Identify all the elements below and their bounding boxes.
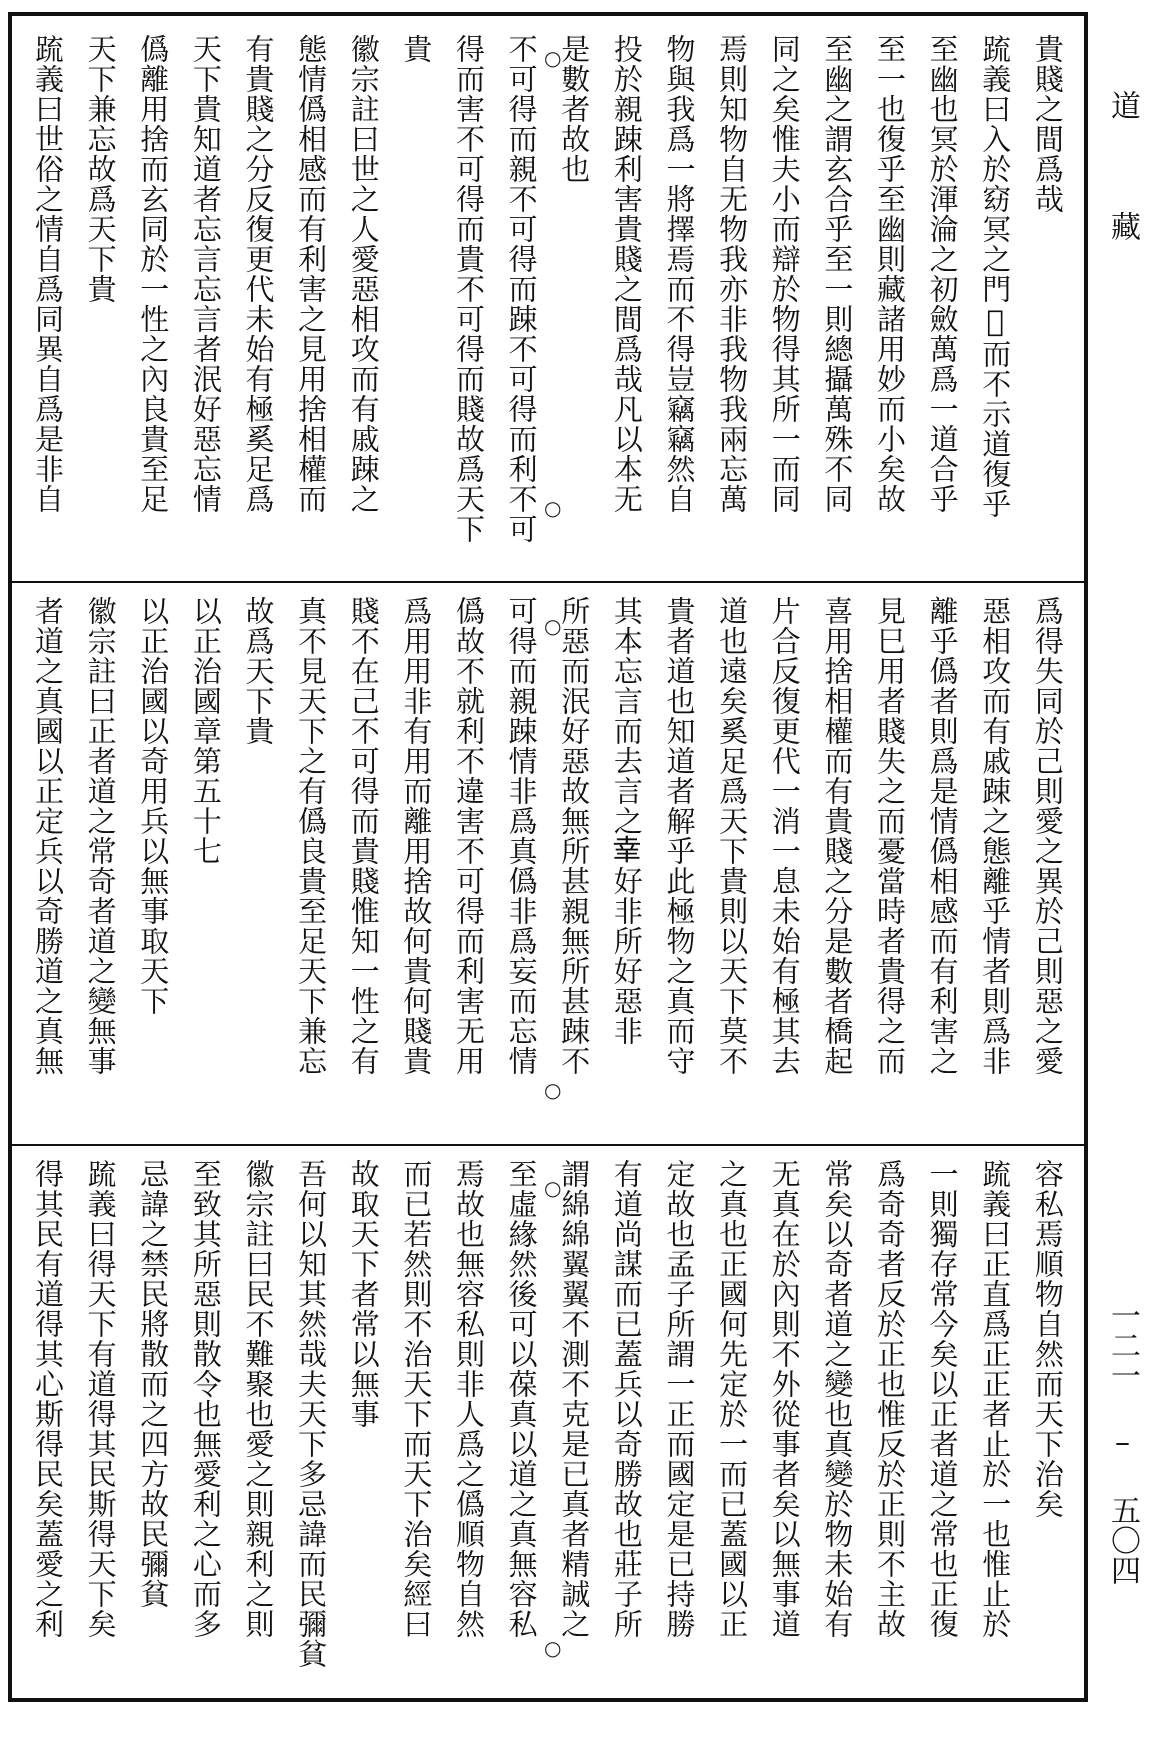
text-column: 惡相攻而有戚踈之態離乎情者則爲非 [978, 596, 1013, 1076]
text-column: 爲用用非有用而離用捨故何貴何賤貴 [399, 596, 434, 1076]
text-column: 之真也正國何先定於一而已蓋國以正 [715, 1159, 750, 1639]
text-column: 徽宗註曰正者道之常奇者道之變無事 [83, 596, 118, 1076]
text-column: 徽宗註曰民不難聚也愛之則親利之則 [241, 1159, 276, 1639]
text-column: 䟽義曰世俗之情自爲同異自爲是非自 [31, 34, 65, 514]
text-column: 貴 [399, 34, 434, 64]
circle-mark-icon: ○ [544, 46, 562, 70]
text-column: 至幽之謂玄合乎至一則總攝萬殊不同 [820, 34, 855, 514]
text-column: 物與我爲一將擇焉而不得豈竊竊然自 [662, 34, 697, 514]
text-column: 真不見天下之有僞良貴至足天下兼忘 [294, 596, 329, 1076]
text-column: 其本忘言而去言之𦍒好非所好惡非 [609, 596, 644, 1046]
circle-mark-icon: ○ [544, 496, 562, 520]
text-column: 徽宗註曰世之人愛惡相攻而有戚踈之 [346, 34, 381, 514]
text-column: 一則獨存常今矣以正者道之常也正復 [925, 1159, 960, 1639]
page-number: 一二一 – 五〇四 [1105, 1300, 1140, 1585]
text-column: 定故也孟子所謂一正而國定是已持勝 [662, 1159, 697, 1639]
text-column: 得其民有道得其心斯得民矣蓋愛之利 [31, 1159, 65, 1639]
circle-mark-icon: ○ [544, 614, 562, 638]
text-column: 至一也復乎至幽則藏諸用妙而小矣故 [873, 34, 907, 514]
text-column: 不可得而親不可得而踈不可得而利不可 [504, 34, 539, 544]
text-column: 所惡而泯好惡故無所甚親無所甚踈不 [557, 596, 592, 1076]
text-column: 見巳用者賤失之而憂當時者貴得之而 [873, 596, 907, 1076]
text-column: 態情僞相感而有利害之見用捨相權而 [294, 34, 329, 514]
text-column: 䟽義曰入於窈冥之門𢛯而不示道復乎 [978, 34, 1013, 519]
text-column: 爲奇奇者反於正也惟反於正則不主故 [873, 1159, 907, 1639]
text-column: 故爲天下貴 [241, 596, 276, 746]
text-column: 以正治國章第五十七 [188, 596, 223, 866]
text-column: 投於親踈利害貴賤之間爲哉凡以本无 [609, 34, 644, 514]
text-column: 可得而親踈情非爲真僞非爲妄而忘情 [504, 596, 539, 1076]
text-column: 爲得失同於己則愛之異於己則惡之愛 [1030, 596, 1065, 1076]
text-column: 道也遠矣奚足爲天下貴則以天下莫不 [715, 596, 750, 1076]
text-column: 離乎僞者則爲是情僞相感而有利害之 [925, 596, 960, 1076]
text-column: 吾何以知其然哉夫天下多忌諱而民彌貧 [294, 1159, 329, 1669]
text-column: 而已若然則不治天下而天下治矣經曰 [399, 1159, 434, 1639]
panel-divider [12, 581, 1084, 583]
text-column: 片合反復更代一消一息未始有極其去 [767, 596, 802, 1076]
text-column: 貴賤之間爲哉 [1030, 34, 1065, 214]
text-column: 至致其所惡則散令也無愛利之心而多 [188, 1159, 223, 1639]
text-column: 以正治國以奇用兵以無事取天下 [136, 596, 171, 1016]
text-panel-bottom [26, 1159, 1070, 1679]
text-column: 䟽義曰正直爲正正者止於一也惟止於 [978, 1159, 1013, 1639]
circle-mark-icon: ○ [544, 1078, 562, 1102]
circle-mark-icon: ○ [544, 1176, 562, 1200]
text-column: 謂綿綿翼翼不測不克是已真者精誠之 [557, 1159, 592, 1639]
text-column: 天下貴知道者忘言忘言者泯好惡忘情 [188, 34, 223, 514]
text-column: 容私焉順物自然而天下治矣 [1030, 1159, 1065, 1519]
text-column: 賤不在己不可得而貴賤惟知一性之有 [346, 596, 381, 1076]
text-panel-top [26, 34, 1070, 554]
text-column: 焉故也無容私則非人爲之僞順物自然 [452, 1159, 486, 1639]
text-column: 至虛緣然後可以葆真以道之真無容私 [504, 1159, 539, 1639]
text-column: 有貴賤之分反復更代未始有極奚足爲 [241, 34, 276, 514]
text-column: 者道之真國以正定兵以奇勝道之真無 [31, 596, 65, 1076]
text-column: 天下兼忘故爲天下貴 [83, 34, 118, 304]
text-column: 焉則知物自无物我亦非我物我兩忘萬 [715, 34, 750, 514]
collection-title: 道 藏 [1105, 90, 1140, 269]
text-column: 无真在於內則不外從事者矣以無事道 [767, 1159, 802, 1639]
text-column: 得而害不可得而貴不可得而賤故爲天下 [452, 34, 486, 544]
text-column: 喜用捨相權而有貴賤之分是數者橋起 [820, 596, 855, 1076]
circle-mark-icon: ○ [544, 1636, 562, 1660]
text-column: 常矣以奇者道之變也真變於物未始有 [820, 1159, 855, 1639]
page-frame [8, 12, 1088, 1702]
text-column: 䟽義曰得天下有道得其民斯得天下矣 [83, 1159, 118, 1639]
text-column: 同之矣惟夫小而辯於物得其所一而同 [767, 34, 802, 514]
text-column: 至幽也冥於渾淪之初斂萬爲一道合乎 [925, 34, 960, 514]
text-column: 是數者故也 [557, 34, 592, 184]
text-column: 僞離用捨而玄同於一性之內良貴至足 [136, 34, 171, 514]
panel-divider [12, 1144, 1084, 1146]
text-column: 有道尚謀而已蓋兵以奇勝故也莊子所 [609, 1159, 644, 1639]
text-column: 貴者道也知道者解乎此極物之真而守 [662, 596, 697, 1076]
text-column: 僞故不就利不違害不可得而利害无用 [452, 596, 486, 1076]
text-panel-middle [26, 596, 1070, 1116]
text-column: 故取天下者常以無事 [346, 1159, 381, 1429]
text-column: 忌諱之禁民將散而之四方故民彌貧 [136, 1159, 171, 1609]
